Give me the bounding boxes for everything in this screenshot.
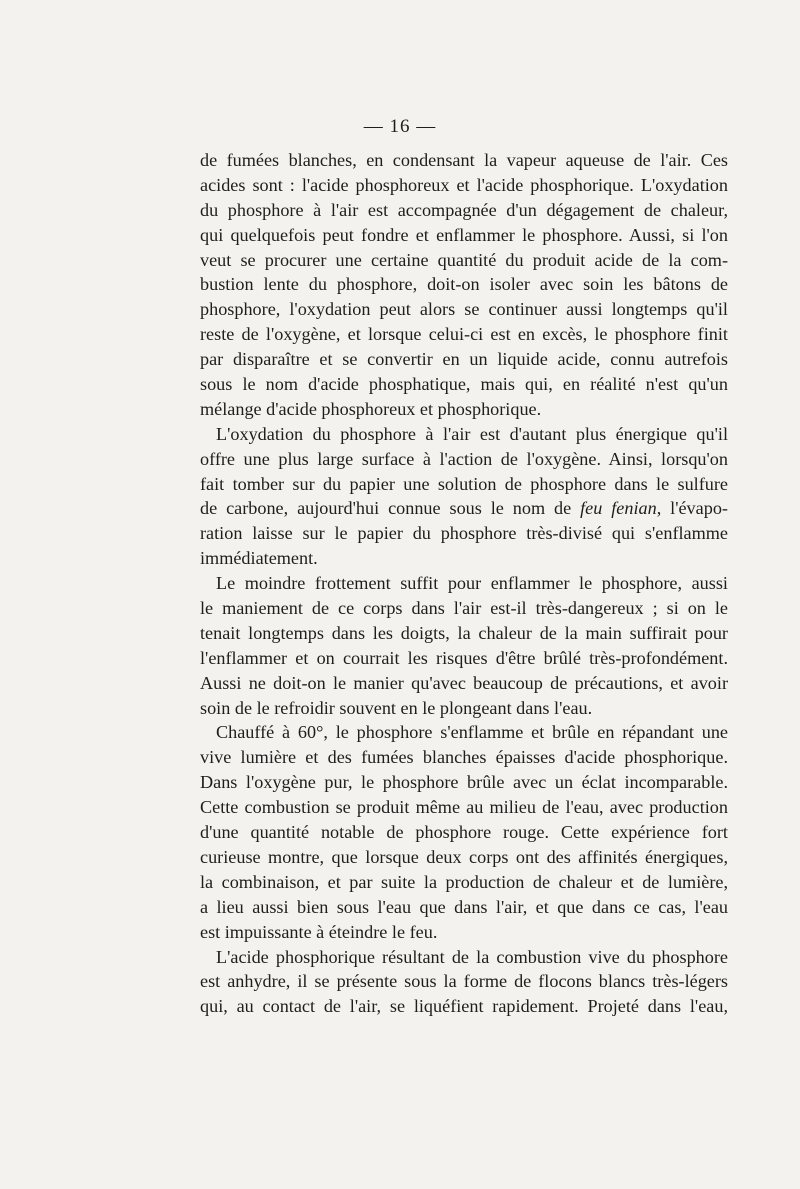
text-line: est anhydre, il se présente sous la forme de flocons blancs très-légers	[200, 971, 728, 992]
text-line: L'acide phosphorique résultant de la combustion vive du phosphore	[216, 946, 728, 967]
italic-term: feu fenian	[580, 498, 657, 519]
text-line-italic: de carbone, aujourd'hui connue sous le nom de feu fenian, l'évapo-	[200, 498, 728, 519]
page-number: — 16 —	[363, 116, 437, 137]
text-line: d'une quantité notable de phosphore rouge. Cette expérience fort	[200, 822, 728, 843]
text-line: Cette combustion se produit même au milieu de l'eau, avec production	[200, 797, 728, 818]
text-line: reste de l'oxygène, et lorsque celui-ci est en excès, le phosphore finit	[200, 324, 728, 345]
text-line: qui quelquefois peut fondre et enflammer le phosphore. Aussi, si l'on	[200, 224, 728, 245]
text-line: qui, au contact de l'air, se liquéfient rapidement. Projeté dans l'eau,	[200, 996, 728, 1017]
text-line: Dans l'oxygène pur, le phosphore brûle avec un éclat incomparable.	[200, 772, 728, 793]
text-line: offre une plus large surface à l'action de l'oxygène. Ainsi, lorsqu'on	[200, 448, 728, 469]
text-line: la combinaison, et par suite la production de chaleur et de lumière,	[200, 871, 728, 892]
text-line: mélange d'acide phosphoreux et phosphorique.	[200, 398, 542, 419]
paragraph	[200, 945, 728, 1020]
text-line: l'enflammer et on courrait les risques d'être brûlé très-profondément.	[200, 647, 728, 668]
text-line: curieuse montre, que lorsque deux corps ont des affinités énergiques,	[200, 846, 728, 867]
text-line: acides sont : l'acide phosphoreux et l'acide phosphorique. L'oxydation	[200, 174, 728, 195]
text-line: a lieu aussi bien sous l'eau que dans l'air, et que dans ce cas, l'eau	[200, 896, 728, 917]
text-line: le maniement de ce corps dans l'air est-il très-dangereux ; si on le	[200, 598, 728, 619]
text-line: sous le nom d'acide phosphatique, mais qui, en réalité n'est qu'un	[200, 374, 728, 395]
text-line: immédiatement.	[200, 548, 318, 569]
text-line: tenait longtemps dans les doigts, la chaleur de la main suffirait pour	[200, 622, 728, 643]
paragraph	[200, 571, 728, 720]
text-line: bustion lente du phosphore, doit-on isoler avec soin les bâtons de	[200, 274, 728, 295]
text-line: Le moindre frottement suffit pour enflammer le phosphore, aussi	[216, 573, 728, 594]
text-line: du phosphore à l'air est accompagnée d'un dégagement de chaleur,	[200, 199, 728, 220]
body-text	[200, 148, 728, 1019]
text-line: veut se procurer une certaine quantité du produit acide de la com-	[200, 249, 728, 270]
text-line: L'oxydation du phosphore à l'air est d'autant plus énergique qu'il	[216, 423, 728, 444]
text-line: ration laisse sur le papier du phosphore très-divisé qui s'enflamme	[200, 523, 728, 544]
text-line: de fumées blanches, en condensant la vapeur aqueuse de l'air. Ces	[200, 150, 728, 170]
text-line: phosphore, l'oxydation peut alors se continuer aussi longtemps qu'il	[200, 299, 728, 320]
paragraph	[200, 422, 728, 571]
text-line: par disparaître et se convertir en un liquide acide, connu autrefois	[200, 349, 728, 370]
text-line: soin de le refroidir souvent en le plongeant dans l'eau.	[200, 697, 593, 718]
text-line: Chauffé à 60°, le phosphore s'enflamme et brûle en répandant une	[216, 722, 728, 743]
paragraph	[200, 720, 728, 944]
text-line: Aussi ne doit-on le manier qu'avec beaucoup de précautions, et avoir	[200, 672, 728, 693]
text-line: fait tomber sur du papier une solution de phosphore dans le sulfure	[200, 473, 728, 494]
text-line: vive lumière et des fumées blanches épaisses d'acide phosphorique.	[200, 747, 728, 768]
text-line: est impuissante à éteindre le feu.	[200, 921, 438, 942]
paragraph	[200, 148, 728, 422]
